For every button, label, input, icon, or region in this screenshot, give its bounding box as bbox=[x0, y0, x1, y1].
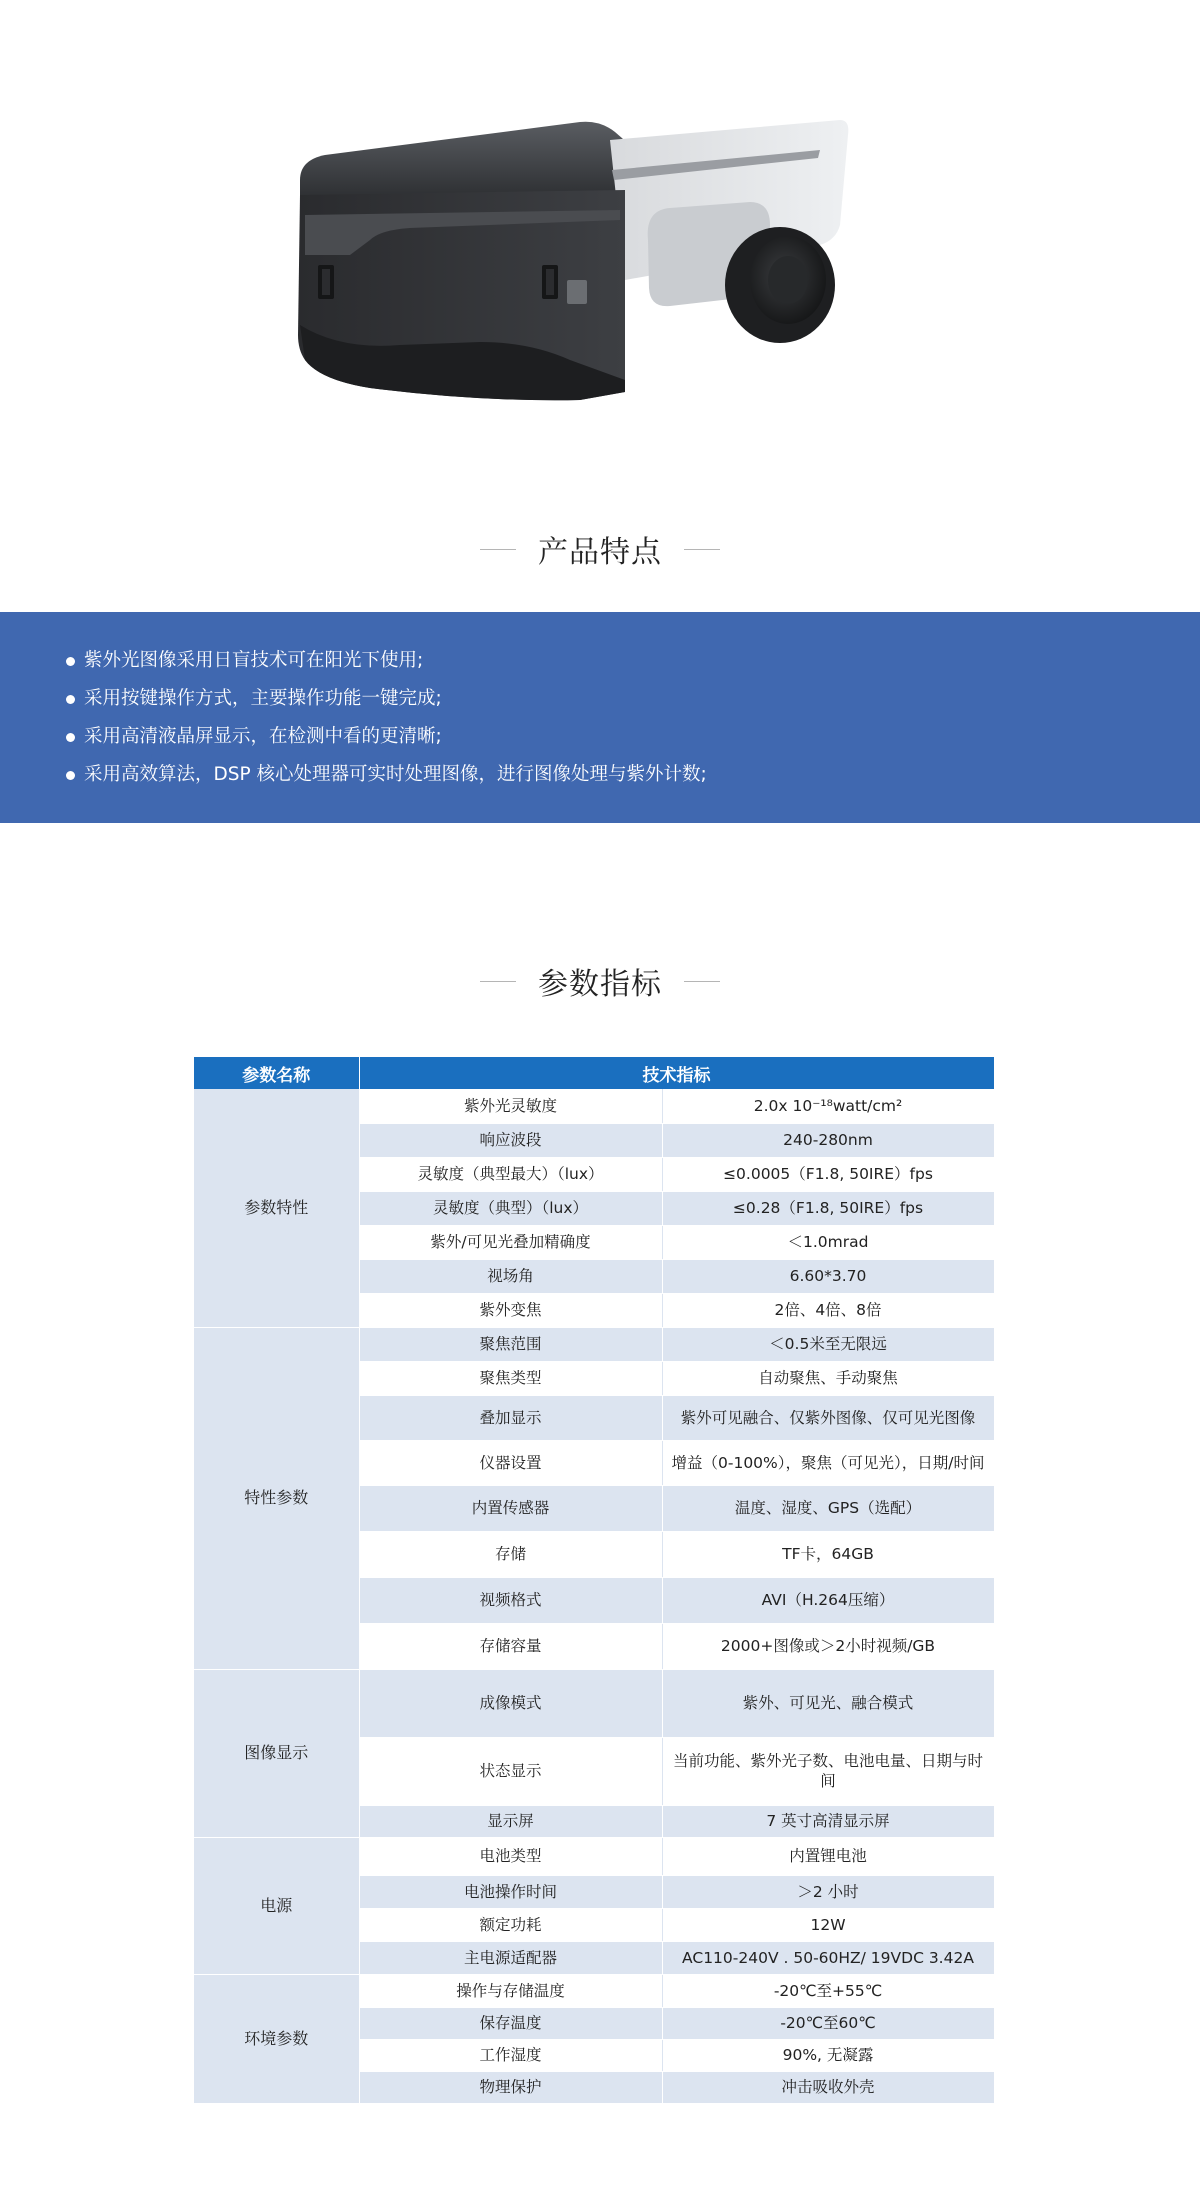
table-row bbox=[194, 1669, 994, 1737]
param-value: 紫外可见融合、仅紫外图像、仅可见光图像 bbox=[662, 1395, 994, 1440]
param-key: 聚焦类型 bbox=[359, 1361, 662, 1395]
feature-item bbox=[66, 642, 1200, 680]
feature-item bbox=[66, 718, 1200, 756]
feature-text: 采用高效算法，DSP 核心处理器可实时处理图像，进行图像处理与紫外计数; bbox=[84, 764, 707, 785]
feature-text: 采用按键操作方式，主要操作功能一键完成; bbox=[84, 688, 442, 709]
param-value: 90%, 无凝露 bbox=[662, 2039, 994, 2071]
param-key: 视场角 bbox=[359, 1259, 662, 1293]
spec-table bbox=[194, 1057, 995, 2104]
group-cell: 图像显示 bbox=[194, 1669, 359, 1837]
heading-line-left bbox=[480, 549, 516, 550]
product-image bbox=[280, 110, 860, 410]
heading-line-left bbox=[480, 981, 516, 982]
param-key: 聚焦范围 bbox=[359, 1327, 662, 1361]
group-cell: 电源 bbox=[194, 1837, 359, 1974]
param-value: 6.60*3.70 bbox=[662, 1259, 994, 1293]
spec-table-header bbox=[194, 1057, 994, 1089]
param-value: 2000+图像或＞2小时视频/GB bbox=[662, 1623, 994, 1669]
param-key: 电池操作时间 bbox=[359, 1875, 662, 1908]
param-value: AC110-240V . 50-60HZ/ 19VDC 3.42A bbox=[662, 1941, 994, 1974]
param-key: 紫外变焦 bbox=[359, 1293, 662, 1327]
param-value: ＜1.0mrad bbox=[662, 1225, 994, 1259]
table-row bbox=[194, 1837, 994, 1875]
param-key: 灵敏度（典型）（lux） bbox=[359, 1191, 662, 1225]
param-value: ＞2 小时 bbox=[662, 1875, 994, 1908]
param-value: -20℃至+55℃ bbox=[662, 1974, 994, 2007]
features-heading-text: 产品特点 bbox=[538, 535, 662, 570]
param-key: 工作湿度 bbox=[359, 2039, 662, 2071]
param-value: 240-280nm bbox=[662, 1123, 994, 1157]
product-hero bbox=[0, 0, 1200, 470]
param-value: ≤0.28（F1.8, 50IRE）fps bbox=[662, 1191, 994, 1225]
param-key: 电池类型 bbox=[359, 1837, 662, 1875]
param-key: 显示屏 bbox=[359, 1805, 662, 1837]
param-key: 紫外光灵敏度 bbox=[359, 1089, 662, 1123]
bullet-icon bbox=[66, 657, 75, 666]
param-key: 存储容量 bbox=[359, 1623, 662, 1669]
header-param-name: 参数名称 bbox=[194, 1057, 359, 1089]
param-key: 仪器设置 bbox=[359, 1440, 662, 1485]
param-key: 内置传感器 bbox=[359, 1485, 662, 1531]
group-cell: 参数特性 bbox=[194, 1089, 359, 1327]
param-value: 增益（0-100%），聚焦（可见光），日期/时间 bbox=[662, 1440, 994, 1485]
bullet-icon bbox=[66, 771, 75, 780]
param-key: 主电源适配器 bbox=[359, 1941, 662, 1974]
group-cell: 特性参数 bbox=[194, 1327, 359, 1669]
table-row bbox=[194, 1974, 994, 2007]
param-value: ＜0.5米至无限远 bbox=[662, 1327, 994, 1361]
param-value: 7 英寸高清显示屏 bbox=[662, 1805, 994, 1837]
param-key: 额定功耗 bbox=[359, 1908, 662, 1941]
param-key: 叠加显示 bbox=[359, 1395, 662, 1440]
features-list bbox=[0, 612, 1200, 823]
param-value: 温度、湿度、GPS（选配） bbox=[662, 1485, 994, 1531]
param-key: 响应波段 bbox=[359, 1123, 662, 1157]
param-value: 12W bbox=[662, 1908, 994, 1941]
heading-line-right bbox=[684, 981, 720, 982]
param-value: -20℃至60℃ bbox=[662, 2007, 994, 2039]
param-key: 存储 bbox=[359, 1531, 662, 1577]
feature-text: 紫外光图像采用日盲技术可在阳光下使用; bbox=[84, 650, 424, 671]
table-row bbox=[194, 1327, 994, 1361]
group-cell: 环境参数 bbox=[194, 1974, 359, 2103]
heading-line-right bbox=[684, 549, 720, 550]
param-key: 成像模式 bbox=[359, 1669, 662, 1737]
params-heading-text: 参数指标 bbox=[538, 967, 662, 1002]
param-key: 紫外/可见光叠加精确度 bbox=[359, 1225, 662, 1259]
table-row bbox=[194, 1089, 994, 1123]
params-heading bbox=[0, 956, 1200, 1006]
bullet-icon bbox=[66, 733, 75, 742]
param-key: 状态显示 bbox=[359, 1737, 662, 1805]
param-key: 操作与存储温度 bbox=[359, 1974, 662, 2007]
param-value: 冲击吸收外壳 bbox=[662, 2071, 994, 2103]
param-value: TF卡，64GB bbox=[662, 1531, 994, 1577]
param-key: 灵敏度（典型最大）（lux） bbox=[359, 1157, 662, 1191]
param-value: 自动聚焦、手动聚焦 bbox=[662, 1361, 994, 1395]
feature-item bbox=[66, 756, 1200, 794]
param-key: 保存温度 bbox=[359, 2007, 662, 2039]
features-heading bbox=[0, 524, 1200, 574]
param-value: 2.0x 10⁻¹⁸watt/cm² bbox=[662, 1089, 994, 1123]
feature-item bbox=[66, 680, 1200, 718]
param-value: ≤0.0005（F1.8, 50IRE）fps bbox=[662, 1157, 994, 1191]
param-key: 物理保护 bbox=[359, 2071, 662, 2103]
header-spec: 技术指标 bbox=[359, 1057, 994, 1089]
bullet-icon bbox=[66, 695, 75, 704]
param-key: 视频格式 bbox=[359, 1577, 662, 1623]
param-value: 当前功能、紫外光子数、电池电量、日期与时间 bbox=[662, 1737, 994, 1805]
param-value: 紫外、可见光、融合模式 bbox=[662, 1669, 994, 1737]
param-value: AVI（H.264压缩） bbox=[662, 1577, 994, 1623]
param-value: 2倍、4倍、8倍 bbox=[662, 1293, 994, 1327]
param-value: 内置锂电池 bbox=[662, 1837, 994, 1875]
feature-text: 采用高清液晶屏显示，在检测中看的更清晰; bbox=[84, 726, 442, 747]
